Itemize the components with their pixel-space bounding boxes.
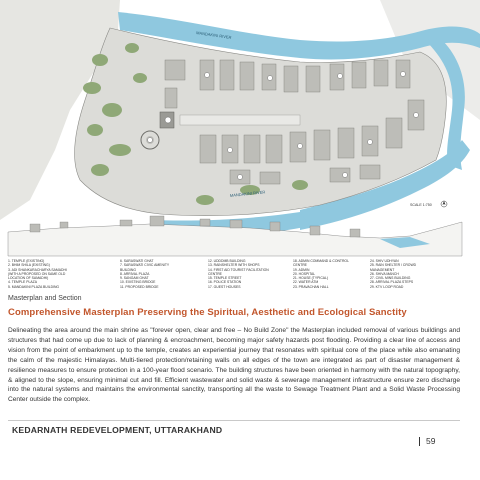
legend-entry: 26. SHIVA MANCH (370, 271, 399, 276)
legend-entry: 4. TEMPLE PLAZA (8, 280, 37, 285)
legend-entry: 6. SARASWATI GHAT (120, 259, 154, 263)
legend-entry: 23. PRAVACHAN HALL (293, 284, 329, 289)
legend-entry: 21. HOUSE (TYPICAL) (293, 276, 329, 281)
legend-entry: 19. ADMIN (293, 267, 310, 272)
legend-entry: 24. SHIV UDHYAN (370, 259, 399, 263)
legend-column (370, 259, 432, 289)
legend-entry: 25. RAIN SHELTER / CROWD MANAGEMENT (370, 263, 417, 272)
legend-entry: 22. WATER ATM (293, 280, 319, 285)
footer-title: KEDARNATH REDEVELOPMENT, UTTARAKHAND (12, 425, 223, 435)
body-paragraph: Delineating the area around the main shrine as "forever open, clear and free – No Build Zone" the Masterplan included removal of various buildings and structures that had come up due to lack of planning & encroachment, becoming major safety hazards post flooding. Providing a clear line of access and vision from the point of embarkment up to the temple, creates an experiential journey that resonates with spiritual core of the place while also emanating the calm of the majestic Himalayas. Multi-tiered protection/retaining walls on all edges of the town are integrated as part of disaster management & resilience measures to ensure protection in a 100-year flood scenario. The building structures have been oriented in harmony with the natural topography, & aligned to the slope, ensuring minimal cut and fill. Efficient wastewater and solid waste & sewerage management infrastructure ensure zero discharge into the natural systems and maintains the environmental sanctity, transporting all the waste to Sewage Treatment Plant and a Solid Waste Processing Center outside the complex. (8, 327, 460, 404)
footer-divider (8, 420, 460, 421)
legend-entry: 14. FIRST AID TOURIST FACILITATION CENTRE (208, 267, 269, 276)
legend-entry: 12. UDDDMB BUILDING (208, 259, 246, 263)
river-label-bottom: MANDAKINI RIVER (229, 189, 266, 198)
legend-entry: 29. KTV LOOP ROAD (370, 284, 404, 289)
svg-text:SCALE 1:750: SCALE 1:750 (410, 203, 432, 207)
legend-entry: 16. POLICE STATION (208, 280, 242, 285)
legend-column (8, 259, 70, 289)
legend-entry: 17. GUEST HOUSES (208, 284, 241, 289)
legend-column (293, 259, 355, 289)
river-label-top: MANDAKINI RIVER (195, 30, 232, 40)
legend-entry: 3. ADI SHANKARACHARYA SAMADHI (WITH A PROPOSED ON SAME OLD LOCATION OF SAMADHI) (8, 267, 67, 281)
legend-entry: 5. MANDAKINI PLAZA BUILDING (8, 284, 60, 289)
legend-column (120, 259, 182, 289)
legend-entry: 1. TEMPLE (EXISTING) (8, 259, 45, 263)
legend-entry: 10. EXISTING BRIDGE (120, 280, 156, 285)
central-avenue (180, 115, 300, 125)
legend-entry: 20. HOSPITAL (293, 271, 316, 276)
legend-entry: 27. CIVIL MINS BUILDING (370, 276, 411, 281)
section-headline: Comprehensive Masterplan Preserving the Spiritual, Aesthetic and Ecological Sanctity (8, 307, 407, 318)
plan-legend (8, 259, 470, 299)
page-number: 59 (426, 436, 436, 446)
legend-entry: 9. SANGAM GHAT (120, 276, 149, 281)
legend-entry: 8. ARRIVAL PLAZA (120, 271, 150, 276)
legend-entry: 18. ADMIN COMMAND & CONTROL CENTRE (293, 259, 349, 268)
legend-entry: 2. BHIM SHILA (EXISTING) (8, 263, 50, 268)
legend-entry: 7. SARASWATI CIVIC AMENITY BUILDING (120, 263, 170, 272)
page-number-divider (419, 437, 420, 446)
legend-column (208, 259, 270, 289)
legend-entry: 13. RAINSHELTER WITH SHOPS (208, 263, 260, 268)
legend-entry: 28. ARRIVAL PLAZA STEPS (370, 280, 414, 285)
legend-entry: 11. PROPOSED BRIDGE (120, 284, 159, 289)
figure-caption: Masterplan and Section (8, 295, 82, 302)
legend-entry: 15. TEMPLE STREET (208, 276, 242, 281)
